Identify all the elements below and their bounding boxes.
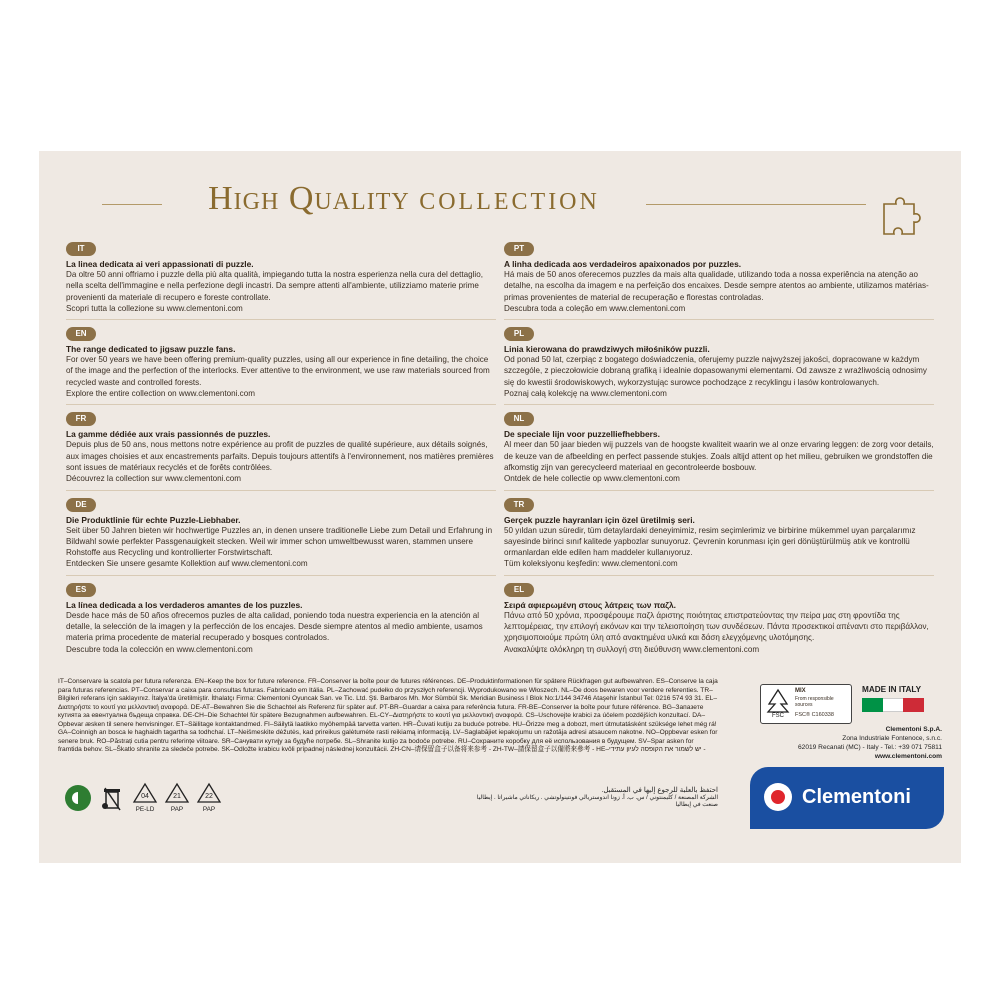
title-small: COLLECTION — [419, 189, 600, 215]
recycling-label: PAP — [202, 806, 216, 813]
recycling-code-21 — [164, 782, 190, 816]
section-divider — [66, 575, 496, 576]
section-text: Da oltre 50 anni offriamo i puzzle della più alta qualità, impiegando tutta la nostra esperienza nella cura del dettaglio, nella scelta dell'immagine e nella perfezione degli incastri. Da sempre attenti all'ambiente, utilizziamo materie prime provenienti da materiale di recupero e foreste controllate. — [66, 270, 483, 302]
section-link-text: Poznaj całą kolekcję na www.clementoni.com — [504, 389, 667, 399]
section-divider — [504, 575, 934, 576]
section-divider — [66, 319, 496, 320]
section-text: Seit über 50 Jahren bieten wir hochwertige Puzzles an, in denen unsere traditionelle Liebe zum Detail und Erfahrung in Bildwahl sowie perfekter Passgenauigkeit stecken. Weil wir immer schon umweltbewusst waren, stammen unsere Rohstoffe aus Recycling und kontrollierter Forstwirtschaft. — [66, 525, 493, 558]
recycling-triangle-icon — [132, 782, 158, 804]
section-divider — [504, 404, 934, 405]
section-text: Há mais de 50 anos oferecemos puzzles da mais alta qualidade, utilizando toda a nossa experiência na atenção ao detalhe, na escolha da imagem e na perfeição dos encaixes. Desde sempre atentos ao ambiente, utilizamos matérias-primas provenientes de material de recuperação e florestas controladas. — [504, 270, 929, 302]
fsc-label — [760, 684, 852, 724]
section-text: Od ponad 50 lat, czerpiąc z bogatego doświadczenia, oferujemy puzzle najwyższej jakości, dopracowane w każdym szczególe, z pieczołowicie dobraną grafiką i idealnie dopasowanymi elementami. Od zawsze z wrażliwością odnosimy się do kwestii środowiskowych, wykorzystując surowce pochodzące z recyklingu i lasów kontrolowanych. — [504, 355, 927, 387]
section-link-text: Entdecken Sie unsere gesamte Kollektion auf www.clementoni.com — [66, 559, 308, 569]
made-in-italy: MADE IN ITALY — [862, 685, 922, 694]
recycling-code-22 — [196, 782, 222, 816]
arabic-line-1: احتفظ بالعلبة للرجوع إليها في المستقبل. — [601, 787, 718, 794]
italy-flag — [862, 698, 924, 712]
fsc-code: FSC® C160338 — [795, 712, 834, 718]
language-section-it — [66, 238, 496, 314]
recycling-label: PE-LD — [135, 806, 155, 813]
title-line-right — [646, 204, 866, 205]
left-column — [66, 238, 496, 660]
section-divider — [66, 404, 496, 405]
section-heading: La linea dedicata ai veri appassionati di puzzle. — [66, 259, 254, 269]
recycling-label: PAP — [170, 806, 184, 813]
language-badge: EN — [66, 327, 96, 341]
language-badge: TR — [504, 498, 534, 512]
arabic-line-3: صنعت في إيطاليا — [675, 802, 718, 808]
company-name: Clementoni S.p.A. — [885, 726, 942, 733]
language-badge: DE — [66, 498, 96, 512]
section-text: For over 50 years we have been offering premium-quality puzzles, using all our experience in fine detailing, the choice of the image and the perfection of the interlocks. Ever attentive to the environment, we use raw materials sourced from recycled waste and controlled forests. — [66, 355, 490, 387]
recycling-number: 21 — [173, 793, 181, 800]
language-section-pl — [504, 323, 934, 399]
section-text: Al meer dan 50 jaar bieden wij puzzels van de hoogste kwaliteit waarin we al onze ervaring leggen: de zorg voor details, de keuze van de afbeelding en perfect passende stukjes. Zoals altijd attent op het milieu, gebruiken we grondstoffen die afkomstig zijn van gerecycleerd materiaal en gecontroleerde bosbouw. — [504, 440, 934, 472]
title-row — [58, 166, 942, 242]
section-text: Depuis plus de 50 ans, nous mettons notre expérience au profit de puzzles de qualité supérieure, aux détails soignés, aux images choisies et aux encastrements parfaits. Depuis toujours attentifs à l'environnement, nos matières premières sont issues de matériaux recyclés et de forêts contrôlées. — [66, 440, 494, 472]
section-heading: Linia kierowana do prawdziwych miłośników puzzli. — [504, 344, 710, 355]
green-dot-icon — [64, 784, 92, 812]
section-heading: Die Produktlinie für echte Puzzle-Liebhaber. — [66, 514, 241, 525]
flag-red — [903, 698, 924, 712]
language-section-en — [66, 323, 496, 399]
language-section-fr — [66, 408, 496, 484]
section-heading: Σειρά αφιερωμένη στους λάτρεις των παζλ. — [504, 599, 676, 610]
company-info — [778, 725, 942, 761]
recycling-number: 22 — [205, 793, 213, 800]
bottom-info — [58, 678, 942, 848]
recycling-triangle-icon — [164, 782, 190, 804]
section-divider — [504, 490, 934, 491]
language-badge: NL — [504, 412, 534, 426]
section-text: 50 yıldan uzun süredir, tüm detaylardaki deneyimimiz, resim seçimlerimiz ve birbirine mükemmel uyan parçalarımız sayesinde birinci sınıf kalitede yapbozlar sunuyoruz. Çevrenin korunması için geri dönüştürülmüş atık ve kontrollü ormanlardan elde edilen ham maddeler kullanıyoruz. — [504, 525, 916, 558]
section-link-text: Tüm koleksiyonu keşfedin: www.clementoni.com — [504, 559, 678, 569]
description-panel — [58, 166, 942, 666]
section-heading: La gamme dédiée aux vrais passionnés de puzzles. — [66, 429, 271, 440]
language-section-es — [66, 579, 496, 655]
title-main: High Quality — [208, 180, 410, 217]
clementoni-logo — [750, 767, 944, 829]
company-web: www.clementoni.com — [874, 753, 942, 760]
section-divider — [66, 490, 496, 491]
flag-white — [883, 698, 904, 712]
company-line2: 62019 Recanati (MC) - Italy - Tel.: +39 071 75811 — [798, 744, 942, 751]
language-section-de — [66, 494, 496, 570]
legal-text: IT–Conservare la scatola per futura referenza. EN–Keep the box for future reference. FR–Conserver la boîte pour de futures références. DE–Produktinformationen für spätere Rückfragen gut aufbewahren. ES–Conserve la caja para futuras referencias. PT–Conservar a caixa para consultas futuras. Fabricado em Itália. PL–Zachować pudełko do przyszłych referencji. Wyprodukowano we Włoszech. NL–De doos bewaren voor verdere referenties. TR–Bilgileri referans için saklayınız. İtalya'da üretilmiştir. İthalatçı Firma: Clementoni Oyuncak San. ve Tic. Ltd. Şti. Barbaros Mh. Mor Sümbül Sk. Meridian Business I Blok No:1/144 34746 Ataşehir İstanbul Tel: 0216 574 93 31. EL–Διατηρήστε το κουτί για μελλοντική αναφορά. DE-AT–Bewahren Sie die Schachtel als Referenz für später auf. PT-BR–Guardar a caixa para referência futura. FR-BE–Conserver la boîte pour future référence. BG–Запазете кутията за евентуална бъдеща справка. DE-CH–Die Schachtel für spätere Bezugnahmen aufbewahren. EL-CY–Διατηρήστε το κουτί για μελλοντική αναφορά. CS–Uschovejte krabici za účelem pozdějších konzultací. DA–Opbevar æsken til senere henvisninger. ET–Säilitage kontaktandmed. FI–Säilytä laatikko myöhempää tarvetta varten. HR–Čuvati kutiju za buduće potrebe. HU–Őrizze meg a dobozt, mert útmutatásként szüksége lehet még rá! GA–Coinnigh an bosca le haghaidh tagartha sa todhchaí. LT–Neišmeskite dėžutės, kad prireikus galėtumėte rasti reikiamą informaciją. LV–Saglabājiet iepakojumu un ražotāja adresi atsaucem nakotne. NO–Oppbevar esken for senere bruk. RO–Păstrați cutia pentru referințe viitoare. SR–Сачувати кутију за будуће потребе. SL–Shranite kutijo za bodoče potrebe. RU–Сохраните коробку для её использования в будущем. SV–Spar asken for framtida behov. SL–Škatlo shranite za sledeče potrebe. SK–Odložte krabicu kvôli prípadnej následnej konzultácii. ZH-CN–请保留盒子以备将来参考 - ZH-TW–請保留盒子以備將來參考 - HE–יש לשמור את הקופסה לעיון עתידי - — [58, 678, 718, 753]
section-heading: A linha dedicada aos verdadeiros apaixonados por puzzles. — [504, 259, 742, 269]
section-heading: La línea dedicada a los verdaderos amantes de los puzzles. — [66, 599, 303, 610]
right-column — [504, 238, 934, 660]
section-link-text: Explore the entire collection on www.clementoni.com — [66, 389, 255, 399]
company-line1: Zona Industriale Fontenoce, s.n.c. — [842, 735, 942, 742]
fsc-brand: FSC — [772, 713, 784, 718]
flag-green — [862, 698, 883, 712]
language-badge: PT — [504, 242, 534, 256]
collection-title — [144, 180, 664, 218]
section-link-text: Descubre toda la colección en www.clementoni.com — [66, 644, 253, 654]
puzzle-piece-icon — [880, 186, 932, 238]
language-section-tr — [504, 494, 934, 570]
language-badge: EL — [504, 583, 534, 597]
language-badge: FR — [66, 412, 96, 426]
logo-circle-icon — [764, 783, 792, 811]
section-text: Πάνω από 50 χρόνια, προσφέρουμε παζλ άριστης ποιότητας επιστρατεύοντας την πείρα μας στη φροντίδα της λεπτομέρειας, την επιλογή εικόνων και την τελειοποίηση των συνδέσεων. Πάντα προσεκτικοί απέναντι στο περιβάλλον, χρησιμοποιούμε πρώτη ύλη από ανακτημένα υλικά και δάση ελεγχόμενης υλοτόμησης. — [504, 610, 929, 643]
recycling-number: 04 — [141, 793, 149, 800]
language-section-el — [504, 579, 934, 655]
language-badge: IT — [66, 242, 96, 256]
section-link-text: Scopri tutta la collezione su www.clementoni.com — [66, 303, 243, 313]
fsc-mix: MIX — [795, 688, 806, 694]
section-heading: De speciale lijn voor puzzelliefhebbers. — [504, 429, 660, 440]
section-link-text: Ανακαλύψτε ολόκληρη τη συλλογή στη διεύθυνση www.clementoni.com — [504, 644, 760, 654]
section-link-text: Découvrez la collection sur www.clementoni.com — [66, 474, 241, 484]
language-badge: PL — [504, 327, 534, 341]
section-link-text: Ontdek de hele collectie op www.clementoni.com — [504, 474, 680, 484]
section-heading: The range dedicated to jigsaw puzzle fans. — [66, 344, 236, 355]
section-heading: Gerçek puzzle hayranları için özel üretilmiş seri. — [504, 514, 695, 525]
language-section-pt — [504, 238, 934, 314]
section-divider — [504, 319, 934, 320]
logo-text: Clementoni — [802, 786, 911, 808]
bin-icon — [100, 784, 124, 812]
section-link-text: Descubra toda a coleção em www.clementoni.com — [504, 303, 686, 313]
language-badge: ES — [66, 583, 96, 597]
fsc-tree-icon — [765, 688, 791, 718]
section-text: Desde hace más de 50 años ofrecemos puzles de alta calidad, poniendo toda nuestra experiencia en la atención al detalle, la selección de la imagen y la perfección de los encajes. Desde siempre atentos al medio ambiente, usamos materia prima procedente de material recuperado y bosques controlados. — [66, 610, 483, 643]
arabic-line-2: الشركة المصنعة / كليمنتوني / س. ب. أ. زونا اندوستريالي فونتينولوتشي . ريكاناتي ماشيراتا . إيطاليا — [476, 795, 718, 801]
language-section-nl — [504, 408, 934, 484]
recycling-triangle-icon — [196, 782, 222, 804]
recycling-icons — [64, 780, 294, 820]
fsc-desc: From responsible sources — [795, 696, 834, 708]
recycling-code-04 — [132, 782, 158, 816]
